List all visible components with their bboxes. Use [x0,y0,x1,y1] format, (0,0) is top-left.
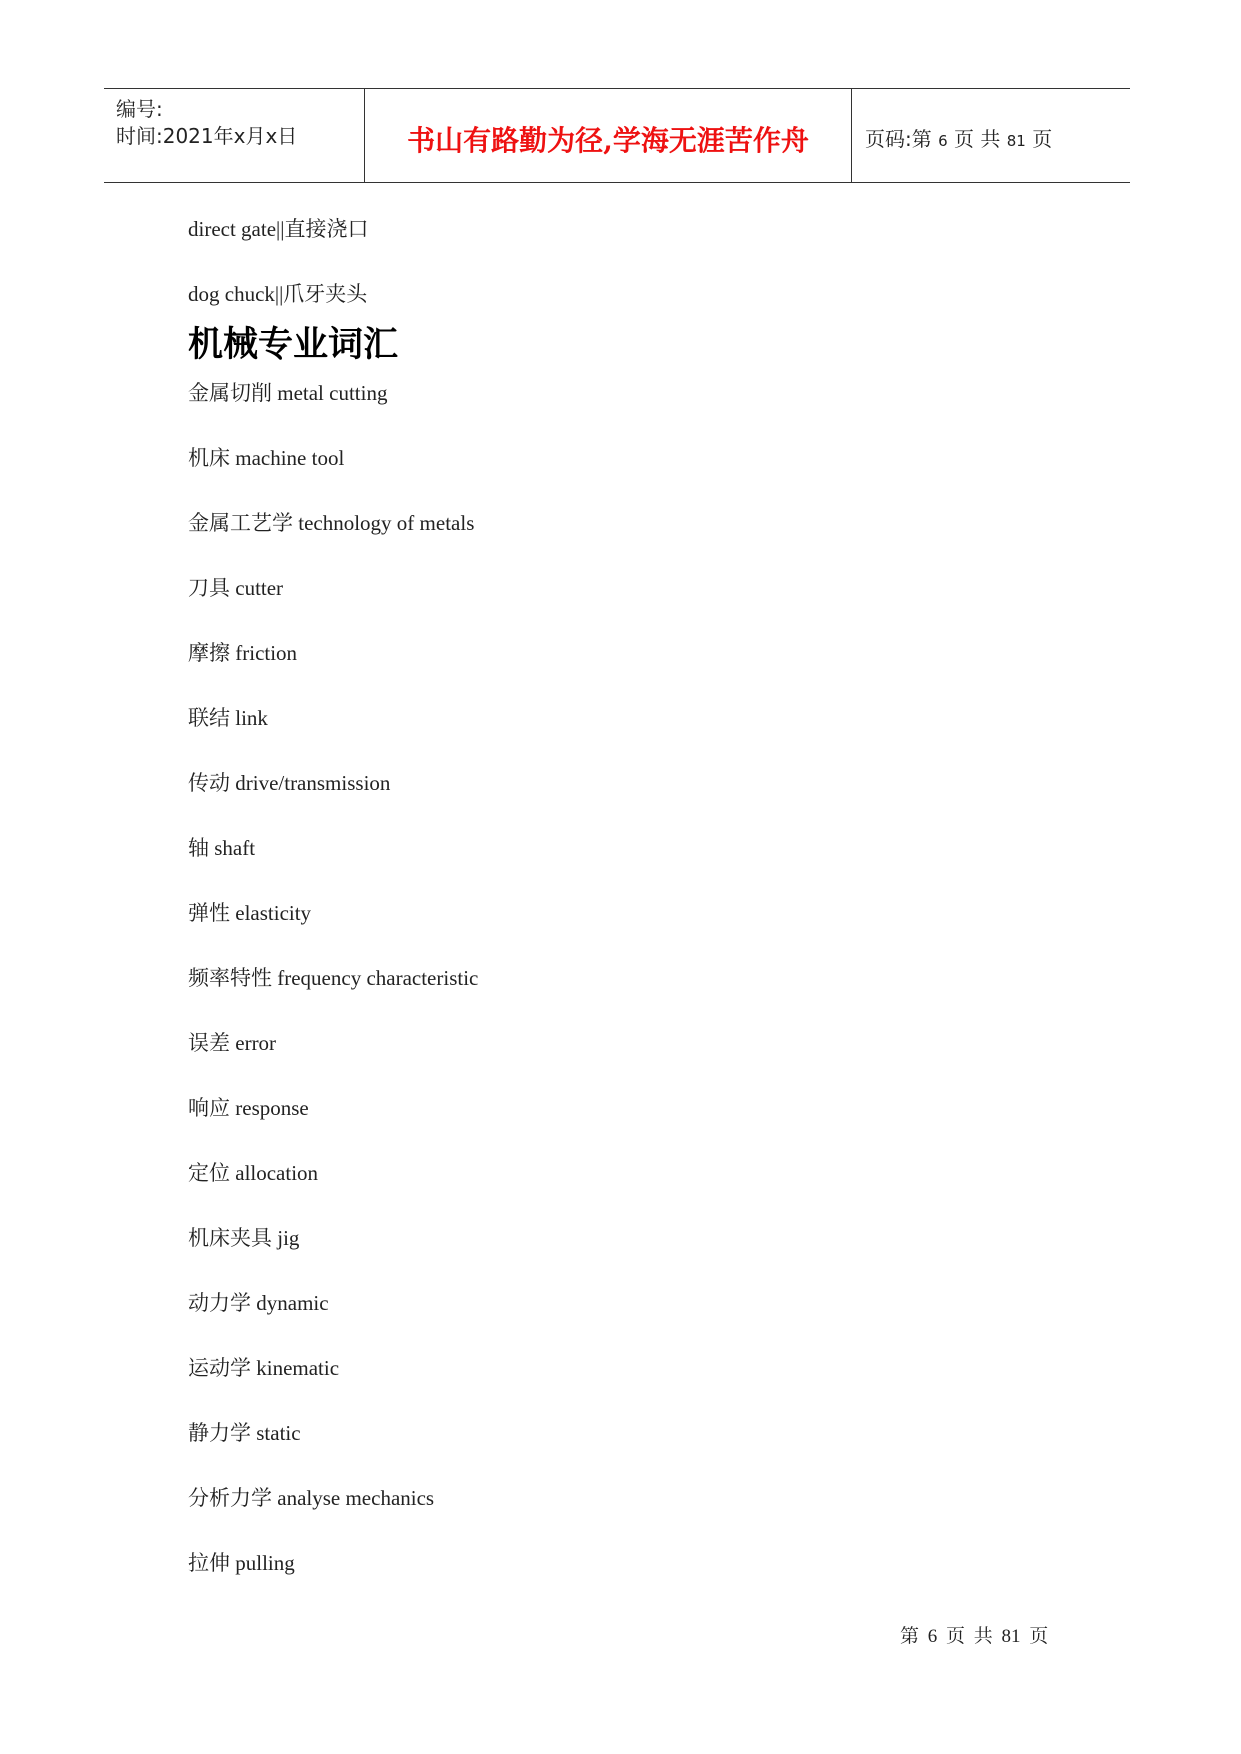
term-item: 金属工艺学 technology of metals [188,511,475,535]
page-footer: 第 6 页 共 81 页 [900,1626,1049,1647]
header-page-cell [851,89,1130,182]
page-code [865,123,1052,152]
term-item: 响应 response [188,1096,309,1120]
term-item: 联结 link [188,706,268,730]
term-item: 分析力学 analyse mechanics [188,1486,435,1510]
section-title: 机械专业词汇 [188,325,399,365]
term-item: 轴 shaft [188,836,256,860]
term-item: 误差 error [188,1031,277,1055]
term-item: 摩擦 friction [188,641,298,665]
term-item: 金属切削 metal cutting [188,381,388,405]
term-item: 动力学 dynamic [188,1291,329,1315]
time-label: 时间:2021年x月x日 [116,124,298,148]
intro-line: direct gate||直接浇口 [188,217,369,241]
term-item: 静力学 static [188,1421,301,1445]
term-item: 拉伸 pulling [188,1551,295,1575]
page-total: 81 [1006,132,1026,150]
term-item: 机床夹具 jig [188,1226,300,1250]
page-code-suffix: 页 [1032,127,1053,151]
header-motto-cell [364,89,852,182]
motto-text: 书山有路勤为径,学海无涯苦作舟 [407,124,809,157]
term-item: 定位 allocation [188,1161,319,1185]
term-item: 刀具 cutter [188,576,284,600]
term-item: 频率特性 frequency characteristic [188,966,479,990]
term-item: 机床 machine tool [188,446,345,470]
page-header [104,88,1130,183]
page-current: 6 [938,132,948,150]
header-info-cell [104,89,364,182]
term-item: 运动学 kinematic [188,1356,340,1380]
page-code-prefix: 页码:第 [865,127,932,151]
page-code-mid: 页 共 [954,127,1001,151]
intro-line: dog chuck||爪牙夹头 [188,282,368,306]
term-item: 传动 drive/transmission [188,771,391,795]
term-item: 弹性 elasticity [188,901,312,925]
number-label: 编号: [116,97,163,121]
